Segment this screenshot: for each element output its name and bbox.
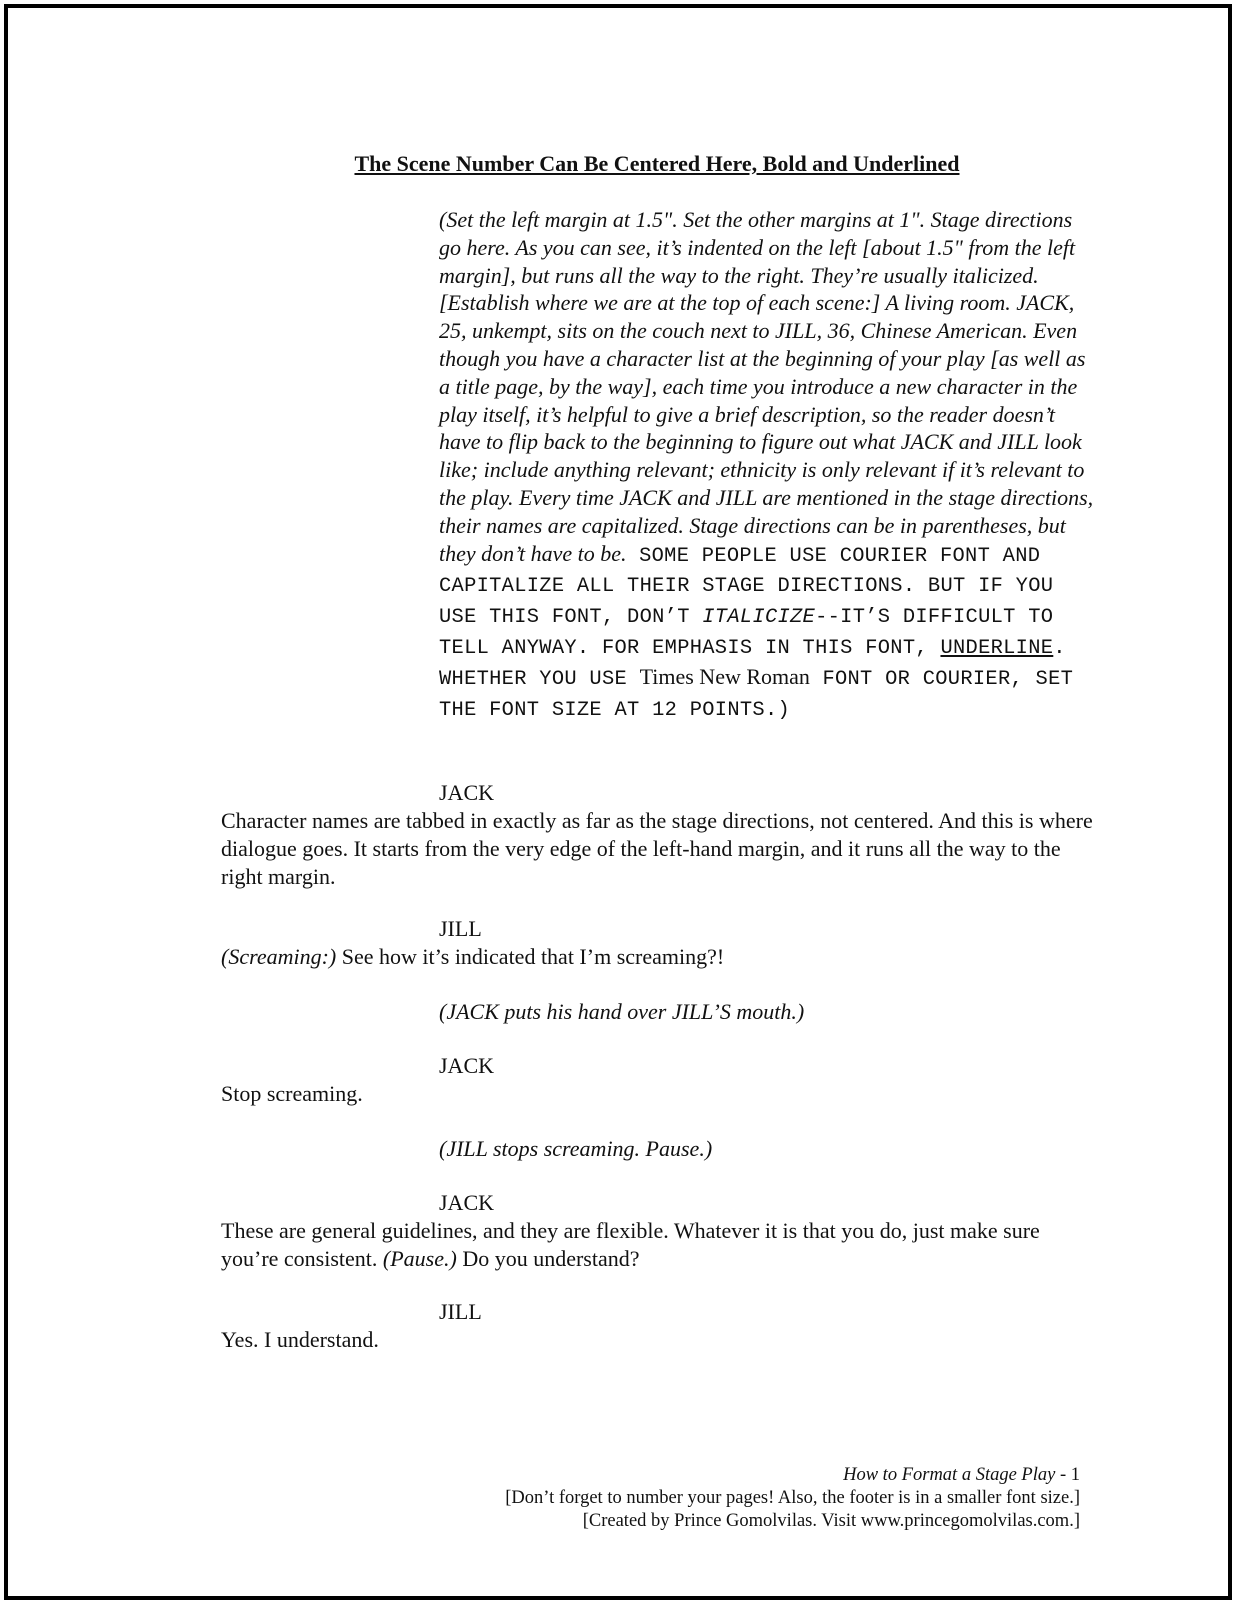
character-name-jill: JILL — [439, 1299, 482, 1324]
dialogue-jack-3-part-2: Do you understand? — [456, 1245, 640, 1271]
dialogue-jill-2: Yes. I understand. — [221, 1327, 379, 1352]
character-name-jill: JILL — [439, 916, 482, 941]
character-name-jack: JACK — [439, 1053, 495, 1078]
opening-stage-directions — [439, 206, 1099, 724]
character-name-jack: JACK — [439, 780, 495, 805]
dialogue-jill-1-text: See how it’s indicated that I’m screaming?! — [336, 944, 725, 969]
script-page — [4, 4, 1232, 1600]
scene-title: The Scene Number Can Be Centered Here, Bold and Underlined — [354, 151, 960, 176]
courier-text-part-2: --IT’S DIFFICULT TO TELL ANYWAY. FOR EMPHASIS IN THIS FONT, — [439, 606, 1054, 660]
stage-direction-hand-over-mouth: (JACK puts his hand over JILL’S mouth.) — [439, 999, 805, 1024]
stage-directions-italic-text: (Set the left margin at 1.5". Set the other margins at 1". Stage directions go here. As you can see, it’s indented on the left [about 1.5" from the left margin], but runs all the way to the right. They’re usually italicized. [Establish where we are at the top of each scene:] A living room. JACK, 25, unkempt, sits on the couch next to JILL, 36, Chinese American. Even though you have a character list at the beginning of your play [as well as a title page, by the way], each time you introduce a new character in the play itself, it’s helpful to give a brief description, so the reader doesn’t have to flip back to the beginning to figure out what JACK and JILL look like; include anything relevant; ethnicity is only relevant if it’s relevant to the play. Every time JACK and JILL are mentioned in the stage directions, their names are capitalized. Stage directions can be in parentheses, but they don’t have to be. — [439, 207, 1094, 566]
courier-text-part-1: SOME PEOPLE USE COURIER FONT AND CAPITALIZE ALL THEIR STAGE DIRECTIONS. BUT IF YOU USE THIS FONT, DON’T — [439, 544, 1054, 630]
stage-directions-courier-text — [439, 545, 1073, 722]
footer-page-number: - 1 — [1055, 1465, 1080, 1485]
footer-title-line — [505, 1464, 1080, 1487]
times-new-roman-inline: Times New Roman — [639, 663, 810, 689]
parenthetical-pause: (Pause.) — [382, 1245, 457, 1271]
page-footer — [505, 1464, 1080, 1533]
footer-credit: [Created by Prince Gomolvilas. Visit www.princegomolvilas.com.] — [582, 1511, 1080, 1531]
courier-italicize-word: ITALICIZE — [702, 606, 816, 630]
parenthetical-screaming: (Screaming:) — [221, 944, 337, 969]
dialogue-jack-2: Stop screaming. — [221, 1081, 363, 1106]
dialogue-jack-3 — [221, 1217, 1101, 1273]
footer-title: How to Format a Stage Play — [843, 1465, 1056, 1485]
character-name-jack: JACK — [439, 1190, 495, 1215]
dialogue-jill-1 — [221, 943, 1101, 971]
courier-underline-word: UNDERLINE — [940, 636, 1054, 660]
courier-text-part-4: FONT OR COURIER, SET THE FONT SIZE AT 12 POINTS.) — [439, 667, 1074, 722]
stage-direction-stops-screaming: (JILL stops screaming. Pause.) — [439, 1136, 713, 1161]
dialogue-jack-3-part-1: These are general guidelines, and they are flexible. Whatever it is that you do, just make sure you’re consistent. — [221, 1218, 1040, 1271]
dialogue-jack-1: Character names are tabbed in exactly as far as the stage directions, not centered. And this is where dialogue goes. It starts from the very edge of the left-hand margin, and it runs all the way to the right margin. — [221, 808, 1093, 889]
footer-note: [Don’t forget to number your pages! Also, the footer is in a smaller font size.] — [505, 1488, 1080, 1508]
courier-text-part-3: . WHETHER YOU USE — [439, 636, 1066, 691]
